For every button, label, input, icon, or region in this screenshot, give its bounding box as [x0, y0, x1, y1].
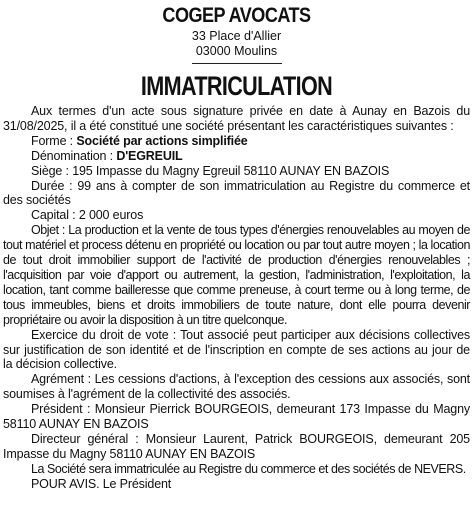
denomination-label: Dénomination : — [31, 148, 117, 163]
capital-line: Capital : 2 000 euros — [31, 208, 144, 223]
directeur-paragraph: Directeur général : Monsieur Laurent, Patrick BOURGEOIS, demeurant 205 Impasse du Magny 58110 AUNAY EN BAZOIS — [3, 431, 470, 461]
divider — [192, 63, 282, 64]
intro-paragraph: Aux termes d'un acte sous signature privée en date à Aunay en Bazois du 31/08/2025, il a été constitué une société présentant les caractéristiques suivantes : — [3, 104, 470, 133]
objet-paragraph: Objet : La production et la vente de tous types d'énergies renouvelables au moyen de tout matériel et process détenu en propriété ou location ou par tout autre moyen ; la location de tout droit immobilier support de l'activité de production d'énergies renouvelables ; l'acquisition par voie d'apport ou autrement, la gestion, l'administration, l'exploitation, la location, tant comme bailleresse que comme preneuse, à court terme ou à long terme, de tous immeubles, biens et droits immobiliers de toute nature, dont elle pourra devenir propriétaire ou avoir la disposition à un titre quelconque. — [3, 223, 470, 327]
duree-line: Durée : 99 ans à compter de son immatriculation au Registre du commerce et des sociétés — [3, 178, 470, 208]
forme-label: Forme : — [31, 133, 77, 148]
agrement-paragraph: Agrément : Les cessions d'actions, à l'exception des cessions aux associés, sont soumises à l'agrément de la collectivité des associés. — [3, 372, 470, 402]
registre-line: La Société sera immatriculée au Registre du commerce et des sociétés de NEVERS. — [31, 461, 466, 476]
forme-line — [3, 134, 470, 149]
siege-line: Siège : 195 Impasse du Magny Egreuil 58110 AUNAY EN BAZOIS — [31, 163, 390, 178]
denomination-line — [3, 149, 470, 164]
notice-title: IMMATRICULATION — [140, 71, 333, 101]
firm-name: COGEP AVOCATS — [162, 4, 311, 27]
firm-address-line2: 03000 Moulins — [195, 44, 278, 58]
forme-value: Société par actions simplifiée — [76, 133, 248, 148]
closing-line: POUR AVIS. Le Président — [31, 476, 172, 491]
notice-body — [3, 104, 470, 492]
vote-paragraph: Exercice du droit de vote : Tout associé peut participer aux décisions collectives sur justification de son identité et de l'inscription en compte de ses actions au jour de la décision collective. — [3, 327, 470, 372]
denomination-value: D'EGREUIL — [116, 148, 183, 163]
president-paragraph: Président : Monsieur Pierrick BOURGEOIS, demeurant 173 Impasse du Magny 58110 AUNAY EN BAZOIS — [3, 402, 470, 432]
firm-address-line1: 33 Place d'Allier — [191, 29, 282, 43]
